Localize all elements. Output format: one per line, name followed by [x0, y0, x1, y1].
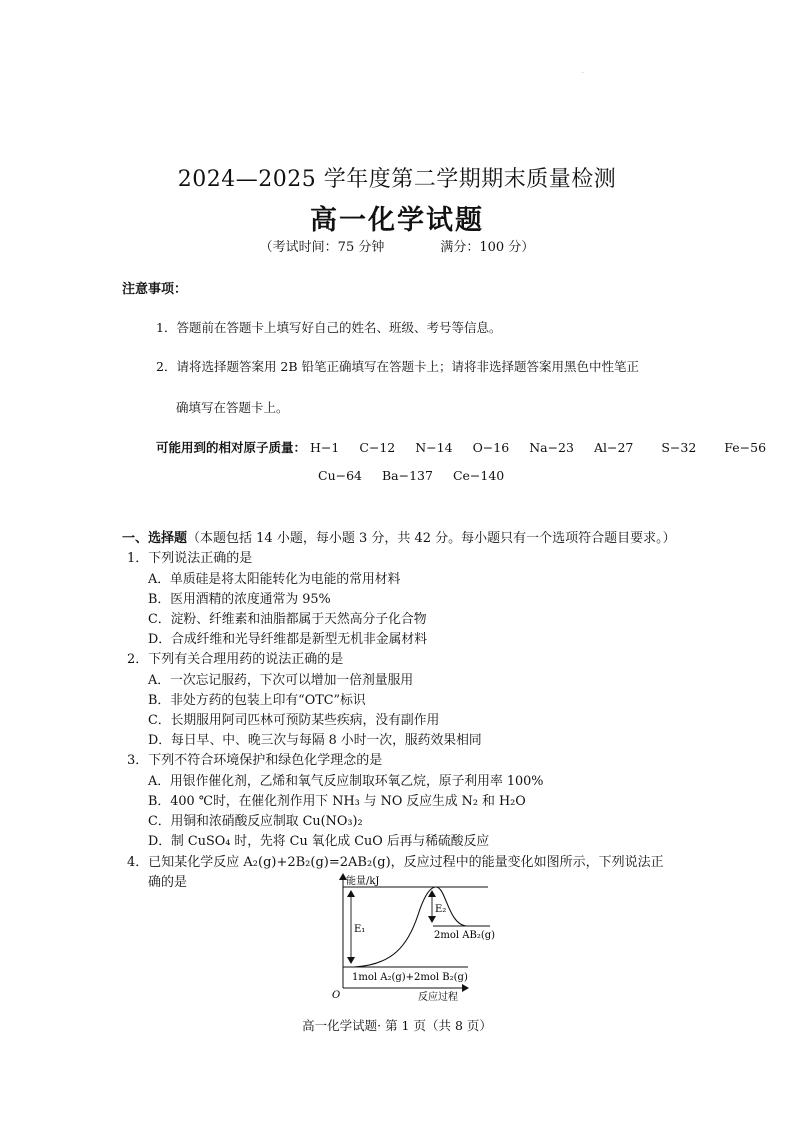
mass-c: C−12 [359, 440, 396, 455]
x-axis-label: 反应过程 [418, 992, 458, 1003]
question-3-option-b: B．400 ℃时，在催化剂作用下 NH₃ 与 NO 反应生成 N₂ 和 H₂O [148, 794, 526, 809]
notice-title: 注意事项： [122, 282, 188, 297]
y-axis-label: 能量/kJ [346, 876, 380, 887]
question-1-stem: 1．下列说法正确的是 [127, 551, 253, 566]
mass-fe: Fe−56 [724, 440, 767, 455]
exam-title: 2024—2025 学年度第二学期期末质量检测 [177, 167, 617, 192]
question-2-option-b: B．非处方药的包装上印有“OTC”标识 [148, 693, 366, 708]
exam-subtitle: 高一化学试题 [310, 205, 484, 236]
question-2-option-c: C．长期服用阿司匹林可预防某些疾病，没有副作用 [148, 713, 440, 728]
mass-al: Al−27 [593, 440, 634, 455]
mass-na: Na−23 [529, 440, 574, 455]
question-1-option-d: D．合成纤维和光导纤维都是新型无机非金属材料 [148, 632, 427, 647]
question-1-option-b: B．医用酒精的浓度通常为 95% [148, 592, 331, 607]
mass-ba: Ba−137 [381, 468, 433, 483]
question-4-stem-cont: 确的是 [148, 875, 188, 890]
stray-dot: · [582, 70, 584, 77]
question-3-stem: 3．下列不符合环境保护和绿色化学理念的是 [127, 753, 383, 768]
notice-item-2-cont: 确填写在答题卡上。 [176, 400, 289, 415]
mass-ce: Ce−140 [452, 468, 505, 483]
energy-diagram [318, 870, 500, 1008]
atomic-masses-label: 可能用到的相对原子质量： [156, 440, 307, 455]
section-desc: （本题包括 14 小题，每小题 3 分，共 42 分。每小题只有一个选项符合题目要求。） [187, 531, 676, 546]
reaction-curve [354, 887, 466, 967]
question-4-stem: 4．已知某化学反应 A₂(g)+2B₂(g)=2AB₂(g)，反应过程中的能量变化如图所示，下列说法正 [127, 855, 664, 870]
notice-item-2: 2．请将选择题答案用 2B 铅笔正确填写在答题卡上；请将非选择题答案用黑色中性笔正 [156, 359, 640, 374]
question-2-option-d: D．每日早、中、晚三次与每隔 8 小时一次，服药效果相同 [148, 733, 482, 748]
question-2-stem: 2．下列有关合理用药的说法正确的是 [127, 652, 344, 667]
page-footer: 高一化学试题· 第 1 页（共 8 页） [302, 1018, 492, 1033]
notice-item-1: 1．答题前在答题卡上填写好自己的姓名、班级、考号等信息。 [156, 320, 502, 335]
origin-label: O [332, 990, 341, 1001]
e2-label: E₂ [435, 904, 447, 915]
question-2-option-a: A．一次忘记服药，下次可以增加一倍剂量服用 [148, 673, 414, 688]
question-3-option-a: A．用银作催化剂，乙烯和氧气反应制取环氧乙烷，原子利用率 100% [148, 774, 544, 789]
atomic-masses-line-1 [156, 438, 766, 456]
mass-cu: Cu−64 [318, 468, 362, 483]
question-3-option-c: C．用铜和浓硝酸反应制取 Cu(NO₃)₂ [148, 814, 363, 829]
mass-n: N−14 [415, 440, 453, 455]
section-header [122, 527, 676, 546]
time-limit: （考试时间：75 分钟 [259, 240, 385, 255]
product-label: 2mol AB₂(g) [434, 930, 496, 941]
reactant-label: 1mol A₂(g)+2mol B₂(g) [352, 972, 468, 983]
question-3-option-d: D．制 CuSO₄ 时，先将 Cu 氧化成 CuO 后再与稀硫酸反应 [148, 834, 490, 849]
mass-s: S−32 [661, 440, 697, 455]
mass-o: O−16 [472, 440, 510, 455]
mass-h: H−1 [310, 440, 340, 455]
section-heading: 一、选择题 [122, 531, 188, 546]
question-1-option-a: A．单质硅是将太阳能转化为电能的常用材料 [148, 572, 401, 587]
exam-info [0, 236, 794, 255]
full-score: 满分：100 分） [440, 240, 535, 255]
atomic-masses-line-2 [318, 468, 504, 483]
question-1-option-c: C．淀粉、纤维素和油脂都属于天然高分子化合物 [148, 612, 427, 627]
e1-label: E₁ [354, 924, 366, 935]
